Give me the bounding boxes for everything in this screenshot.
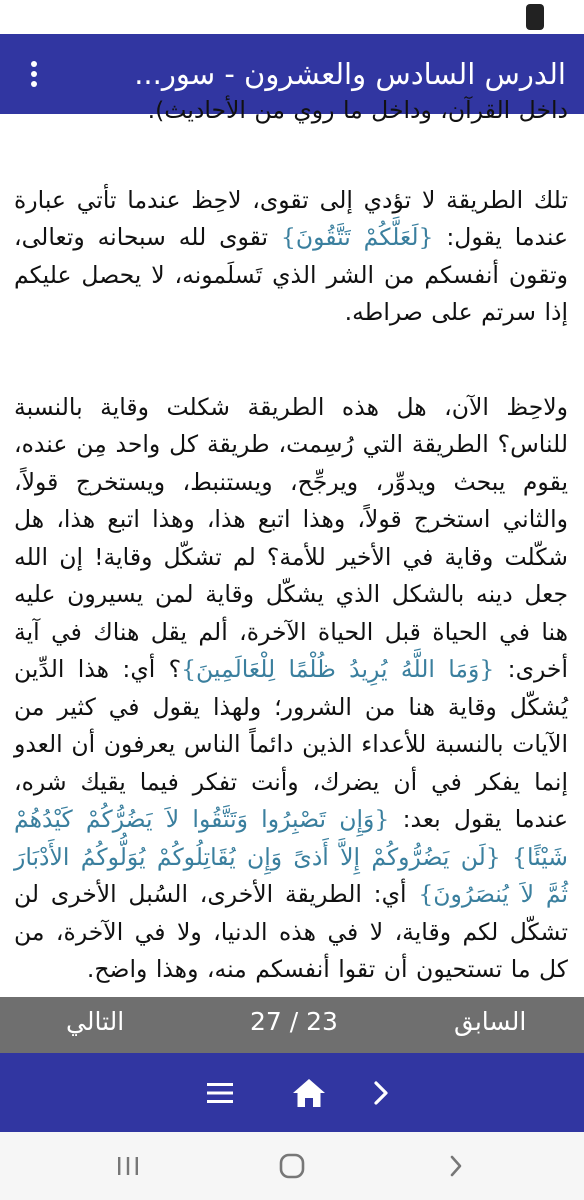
- home-button[interactable]: [274, 1053, 344, 1132]
- back-chevron-icon: [446, 1153, 466, 1179]
- partial-paragraph: داخل القرآن، وداخل ما روي من الأحاديث).: [147, 96, 568, 124]
- home-icon: [291, 1076, 327, 1110]
- recent-apps-button[interactable]: [98, 1132, 158, 1200]
- recent-apps-icon: [115, 1154, 141, 1178]
- chevron-right-icon: [371, 1080, 391, 1106]
- page-title: الدرس السادس والعشرون - سور...: [134, 57, 566, 91]
- paragraph-1: تلك الطريقة لا تؤدي إلى تقوى، لاحِظ عندما تأتي عبارة عندما يقول: {لَعَلَّكُمْ تَتَّقُونَ} تقوى لله سبحانه وتعالى، وتقون أنفسكم من الشر الذي تَسلَمونه، لا يحصل عليكم إذا سرتم على صراطه.: [14, 185, 568, 326]
- page-counter: 27 / 23: [250, 1007, 338, 1036]
- home-circle-icon: [278, 1152, 306, 1180]
- next-page-button[interactable]: التالي: [66, 1007, 125, 1036]
- quran-verse: {لَعَلَّكُمْ تَتَّقُونَ}: [280, 223, 434, 251]
- bottom-toolbar: [0, 1053, 584, 1132]
- quran-verse: {لَن يَضُرُّوكُمْ إِلاَّ أَذىً وَإِن يُقَاتِلُوكُمْ يُوَلُّوكُمُ الأَدْبَارَ ثُمَّ لاَ يُنصَرُونَ}: [14, 842, 568, 908]
- lesson-content[interactable]: [0, 96, 584, 997]
- forward-button[interactable]: [346, 1053, 416, 1132]
- quran-verse: {وَمَا اللَّهُ يُرِيدُ ظُلْمًا لِلْعَالَمِينَ}: [181, 655, 495, 683]
- menu-button[interactable]: [185, 1053, 255, 1132]
- menu-icon: [206, 1082, 234, 1104]
- previous-page-button[interactable]: السابق: [454, 1007, 527, 1036]
- page-navigator: [0, 997, 584, 1053]
- paragraph-2: ولاحِظ الآن، هل هذه الطريقة شكلت وقاية بالنسبة للناس؟ الطريقة التي رُسِمت، طريقة كل واحد مِن عنده، يقوم يبحث ويدوِّر، ويرجِّح، ويستنبط، ويستخرج قولاً، والثاني استخرج قولاً، وهذا اتبع هذا، وهذا اتبع هذا، هل شكّلت وقاية في الأخير للأمة؟ لم تشكّل وقاية! إن الله جعل دينه بالشكل الذي يشكّل وقاية لمن يسيرون عليه هنا في الحياة قبل الحياة الآخرة، ألم يقل هناك في آية أخرى: {وَمَا اللَّهُ يُرِيدُ ظُلْمًا لِلْعَالَمِينَ}؟ أي: هذا الدِّين يُشكّل وقاية هنا من الشرور؛ ولهذا يقول في كثير من الآيات بالنسبة للأعداء الذين دائماً الناس يعرفون أن العدو إنما يفكر في أن يضرك، وأنت تفكر فيما يقيك شره، عندما يقول بعد: {وَإِن تَصْبِرُوا وَتَتَّقُوا لاَ يَضُرُّكُمْ كَيْدُهُمْ شَيْئًا} {لَن يَضُرُّوكُمْ إِلاَّ أَذىً وَإِن يُقَاتِلُوكُمْ يُوَلُّوكُمُ الأَدْبَارَ ثُمَّ لاَ يُنصَرُونَ} أي: الطريقة الأخرى، السُبل الأخرى لن تشكّل لكم وقاية، لا في هذه الدنيا، ولا في الآخرة، من كل ما تستحيون أن تقوا أنفسكم منه، وهذا واضح.: [14, 392, 568, 983]
- system-back-button[interactable]: [426, 1132, 486, 1200]
- system-navigation-bar: [0, 1132, 584, 1200]
- more-options-icon[interactable]: [24, 57, 44, 91]
- status-bar: [0, 0, 584, 34]
- system-home-button[interactable]: [262, 1132, 322, 1200]
- quran-verse: {وَإِن تَصْبِرُوا وَتَتَّقُوا لاَ يَضُرُّكُمْ كَيْدُهُمْ شَيْئًا}: [14, 805, 568, 871]
- camera-cutout: [526, 4, 544, 30]
